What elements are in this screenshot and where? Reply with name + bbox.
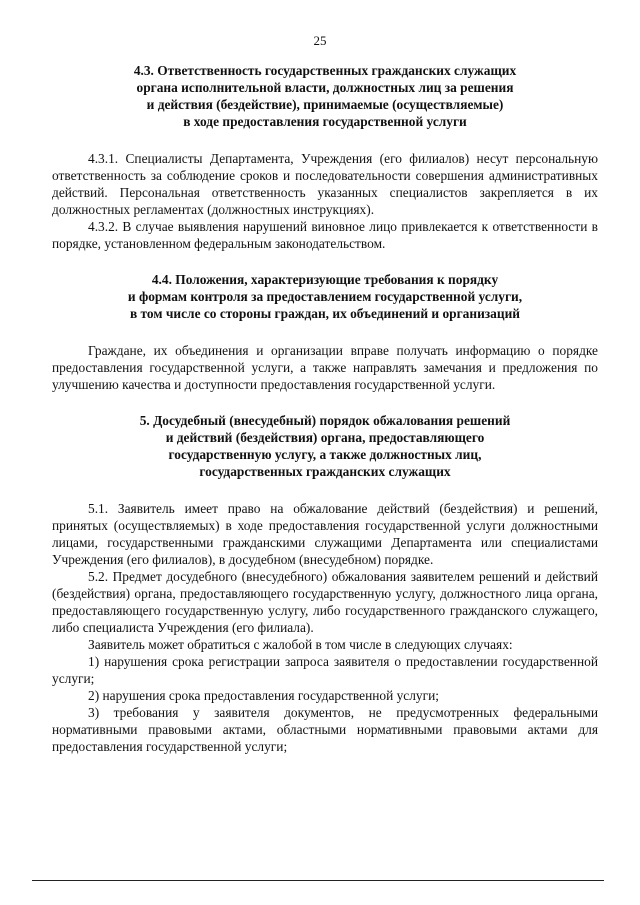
section-heading-5 — [52, 412, 598, 480]
heading-line: 4.3. Ответственность государственных гражданских служащих — [133, 63, 517, 78]
section-heading-4-4 — [52, 271, 598, 322]
paragraph-4-4: Граждане, их объединения и организации вправе получать информацию о порядке предоставления государственной услуги, а также направлять замечания и предложения по улучшению качества и доступности предоставления государственной услуги. — [52, 343, 598, 392]
heading-line: органа исполнительной власти, должностных лиц за решения — [136, 80, 514, 95]
heading-line: государственных гражданских служащих — [199, 464, 451, 479]
page-number: 25 — [313, 33, 327, 48]
paragraph-4-3-2: 4.3.2. В случае выявления нарушений виновное лицо привлекается к ответственности в порядке, установленном федеральным законодательством. — [52, 219, 598, 251]
heading-line: в ходе предоставления государственной услуги — [183, 114, 467, 129]
section-heading-4-3 — [52, 62, 598, 130]
heading-line: в том числе со стороны граждан, их объединений и организаций — [129, 306, 521, 321]
heading-line: государственную услугу, а также должностных лиц, — [168, 447, 482, 462]
list-item-1: 1) нарушения срока регистрации запроса заявителя о предоставлении государственной услуги; — [52, 654, 598, 686]
heading-line: и действий (бездействия) органа, предоставляющего — [165, 430, 485, 445]
paragraph-5-1: 5.1. Заявитель имеет право на обжалование действий (бездействия) и решений, принятых (осуществляемых) в ходе предоставления государственной услуги должностными лицами, государственными гражданскими служащими Департамента или специалистами Учреждения (его филиалов), в досудебном (внесудебном) порядке. — [52, 501, 598, 567]
paragraph-4-3-1: 4.3.1. Специалисты Департамента, Учреждения (его филиалов) несут персональную ответственность за соблюдение сроков и последовательности совершения административных действий. Персональная ответственность указанных специалистов закрепляется в их должностных регламентах (должностных инструкциях). — [52, 151, 598, 217]
heading-line: 4.4. Положения, характеризующие требования к порядку — [151, 272, 499, 287]
bottom-divider — [32, 880, 604, 881]
list-item-3: 3) требования у заявителя документов, не предусмотренных федеральными нормативными правовыми актами, областными нормативными правовыми актами для предоставления государственной услуги; — [52, 705, 598, 754]
paragraph-complaint-intro: Заявитель может обратиться с жалобой в том числе в следующих случаях: — [88, 637, 513, 652]
heading-line: 5. Досудебный (внесудебный) порядок обжалования решений — [139, 413, 511, 428]
heading-line: и действия (бездействие), принимаемые (осуществляемые) — [146, 97, 504, 112]
heading-line: и формам контроля за предоставлением государственной услуги, — [127, 289, 523, 304]
list-item-2: 2) нарушения срока предоставления государственной услуги; — [88, 688, 440, 703]
paragraph-5-2: 5.2. Предмет досудебного (внесудебного) обжалования заявителем решений и действий (бездействия) органа, предоставляющего государственную услугу, должностного лица органа, предоставляющего государственную услугу, либо государственного гражданского служащего, либо специалиста Учреждения (его филиала). — [52, 569, 598, 635]
document-body — [52, 62, 598, 755]
